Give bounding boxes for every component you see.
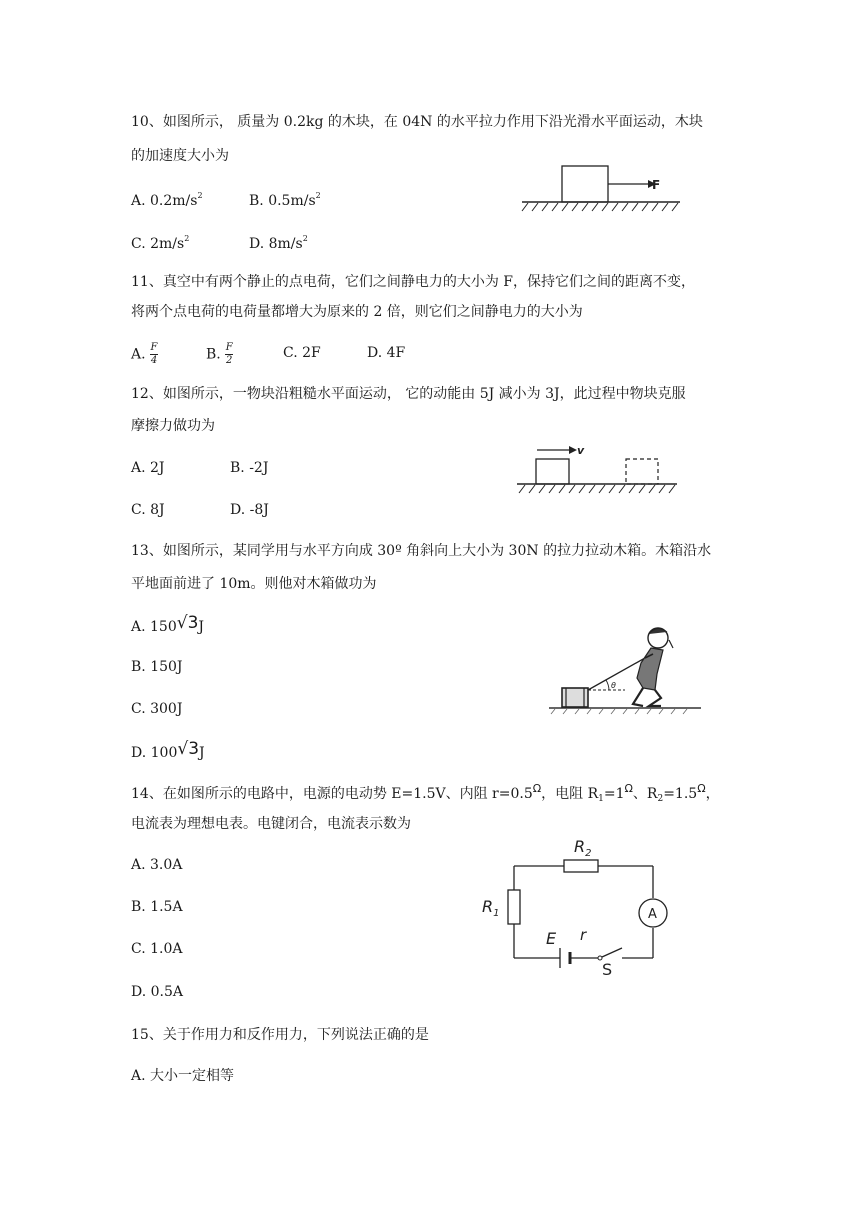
- q13-option-d: D. 100√3J: [131, 739, 205, 761]
- q13-stem-line1: 13、如图所示，某同学用与水平方向成 30º 角斜向上大小为 30N 的拉力拉动木箱。木箱沿水: [131, 543, 712, 559]
- q15-stem-line1: 15、关于作用力和反作用力，下列说法正确的是: [131, 1027, 429, 1043]
- q10-option-d: D. $8m/s^2$: [249, 234, 308, 252]
- q12-stem-line2: 摩擦力做功为: [131, 418, 215, 434]
- q12-option-a: A. 2J: [131, 460, 165, 476]
- svg-text:A: A: [648, 907, 657, 922]
- q13-option-a: A. 150√3J: [131, 613, 205, 635]
- svg-text:θ: θ: [611, 681, 616, 690]
- q14-stem-line1: 14、在如图所示的电路中，电源的电动势 E=1.5V、内阻 $r=0.5^\Omega$，电阻 $R_1=1^\Omega$、$R_2=1.5^\Omega$，: [131, 782, 720, 804]
- svg-text:F: F: [652, 178, 661, 192]
- q10-option-b: B. $0.5m/s^2$: [249, 191, 321, 209]
- q12-option-c: C. 8J: [131, 502, 165, 518]
- q13-option-b: B. 150J: [131, 659, 183, 675]
- q14-option-a: A. 3.0A: [131, 857, 183, 873]
- q11-option-d: D. 4F: [367, 345, 406, 361]
- q10-stem-line2: 的加速度大小为: [131, 148, 229, 164]
- q10-stem-line1: 10、如图所示， 质量为 0.2kg 的木块，在 04N 的水平拉力作用下沿光滑水平面运动，木块: [131, 114, 703, 130]
- q13-option-c: C. 300J: [131, 701, 183, 717]
- q14-circuit-figure: [478, 828, 678, 978]
- q11-stem-line2: 将两个点电荷的电荷量都增大为原来的 2 倍，则它们之间静电力的大小为: [131, 304, 583, 320]
- q12-stem-line1: 12、如图所示，一物块沿粗糙水平面运动， 它的动能由 5J 减小为 3J，此过程中物块克服: [131, 386, 686, 402]
- svg-text:r: r: [580, 926, 587, 944]
- q12-option-d: D. -8J: [230, 502, 269, 518]
- q14-option-d: D. 0.5A: [131, 984, 184, 1000]
- q11-option-c: C. 2F: [283, 345, 321, 361]
- q12-block-motion-figure: [513, 442, 683, 497]
- q15-option-a: A. 大小一定相等: [131, 1068, 235, 1084]
- svg-text:v: v: [577, 444, 585, 457]
- q10-option-a: A. $0.2m/s^2$: [131, 191, 203, 209]
- q11-option-a: A. $\frac{F}{4}$: [131, 342, 158, 366]
- q11-option-b: B. $\frac{F}{2}$: [206, 342, 233, 366]
- svg-text:S: S: [602, 960, 613, 978]
- q13-pulling-box-figure: [545, 618, 705, 718]
- q10-block-force-figure: [518, 160, 688, 215]
- svg-text:E: E: [546, 929, 557, 948]
- q11-stem-line1: 11、真空中有两个静止的点电荷，它们之间静电力的大小为 F，保持它们之间的距离不变，: [131, 274, 695, 290]
- q14-option-b: B. 1.5A: [131, 899, 183, 915]
- svg-text:R2: $R_2$: [574, 837, 592, 859]
- q12-option-b: B. -2J: [230, 460, 269, 476]
- q13-stem-line2: 平地面前进了 10m。则他对木箱做功为: [131, 576, 377, 592]
- svg-text:R1: $R_1$: [482, 897, 500, 919]
- q14-stem-line2: 电流表为理想电表。电键闭合，电流表示数为: [131, 816, 411, 832]
- q14-option-c: C. 1.0A: [131, 941, 183, 957]
- q10-option-c: C. $2m/s^2$: [131, 234, 190, 252]
